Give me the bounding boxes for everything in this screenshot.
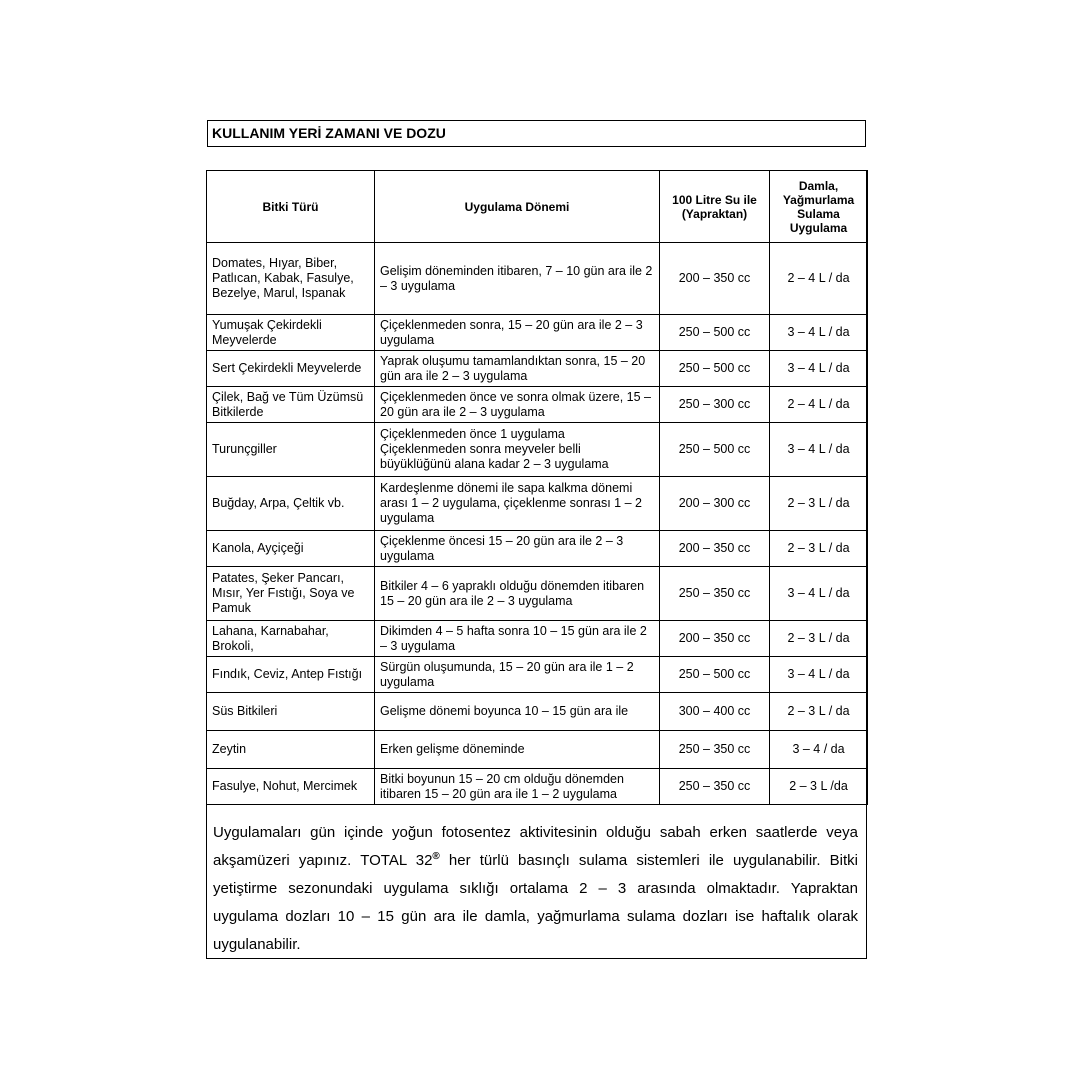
cell-plant: Fasulye, Nohut, Mercimek <box>207 769 375 805</box>
cell-drip: 3 – 4 / da <box>770 731 868 769</box>
cell-drip: 2 – 4 L / da <box>770 387 868 423</box>
header-dose: 100 Litre Su ile (Yapraktan) <box>660 171 770 243</box>
cell-plant: Patates, Şeker Pancarı, Mısır, Yer Fıstığı, Soya ve Pamuk <box>207 567 375 621</box>
cell-drip: 3 – 4 L / da <box>770 657 868 693</box>
cell-plant: Turunçgiller <box>207 423 375 477</box>
cell-dose: 250 – 500 cc <box>660 315 770 351</box>
table-row <box>207 351 868 387</box>
cell-drip: 2 – 3 L / da <box>770 531 868 567</box>
usage-panel <box>206 170 867 959</box>
cell-drip: 3 – 4 L / da <box>770 315 868 351</box>
cell-drip: 2 – 3 L / da <box>770 477 868 531</box>
cell-period: Çiçeklenmeden sonra, 15 – 20 gün ara ile 2 – 3 uygulama <box>375 315 660 351</box>
cell-period: Bitkiler 4 – 6 yapraklı olduğu dönemden itibaren 15 – 20 gün ara ile 2 – 3 uygulama <box>375 567 660 621</box>
cell-plant: Sert Çekirdekli Meyvelerde <box>207 351 375 387</box>
cell-plant: Kanola, Ayçiçeği <box>207 531 375 567</box>
cell-period: Dikimden 4 – 5 hafta sonra 10 – 15 gün ara ile 2 – 3 uygulama <box>375 621 660 657</box>
registered-mark: ® <box>432 851 440 862</box>
cell-plant: Yumuşak Çekirdekli Meyvelerde <box>207 315 375 351</box>
table-row <box>207 243 868 315</box>
cell-dose: 250 – 300 cc <box>660 387 770 423</box>
cell-plant: Fındık, Ceviz, Antep Fıstığı <box>207 657 375 693</box>
note-text-after: her türlü basınçlı sulama sistemleri ile uygulanabilir. Bitki yetiştirme sezonundaki uygulama sıklığı ortalama 2 – 3 arasında olmaktadır. Yapraktan uygulama dozları 10 – 15 gün ara ile damla, yağmurlama sulama dozları ise haftalık olarak uygulanabilir. <box>213 852 858 953</box>
table-row <box>207 387 868 423</box>
table-row <box>207 477 868 531</box>
cell-drip: 2 – 3 L /da <box>770 769 868 805</box>
table-row <box>207 531 868 567</box>
cell-dose: 250 – 350 cc <box>660 769 770 805</box>
cell-dose: 250 – 500 cc <box>660 351 770 387</box>
table-row <box>207 423 868 477</box>
cell-dose: 200 – 350 cc <box>660 621 770 657</box>
cell-period: Çiçeklenme öncesi 15 – 20 gün ara ile 2 – 3 uygulama <box>375 531 660 567</box>
cell-dose: 250 – 350 cc <box>660 731 770 769</box>
cell-plant: Çilek, Bağ ve Tüm Üzümsü Bitkilerde <box>207 387 375 423</box>
cell-drip: 2 – 3 L / da <box>770 693 868 731</box>
cell-period: Erken gelişme döneminde <box>375 731 660 769</box>
cell-dose: 300 – 400 cc <box>660 693 770 731</box>
cell-plant: Domates, Hıyar, Biber, Patlıcan, Kabak, Fasulye, Bezelye, Marul, Ispanak <box>207 243 375 315</box>
cell-drip: 3 – 4 L / da <box>770 423 868 477</box>
cell-dose: 250 – 500 cc <box>660 423 770 477</box>
table-row <box>207 769 868 805</box>
table-row <box>207 621 868 657</box>
cell-dose: 200 – 350 cc <box>660 531 770 567</box>
cell-period: Bitki boyunun 15 – 20 cm olduğu dönemden itibaren 15 – 20 gün ara ile 1 – 2 uygulama <box>375 769 660 805</box>
cell-period: Çiçeklenmeden önce ve sonra olmak üzere, 15 – 20 gün ara ile 2 – 3 uygulama <box>375 387 660 423</box>
cell-drip: 2 – 3 L / da <box>770 621 868 657</box>
table-row <box>207 657 868 693</box>
cell-dose: 200 – 350 cc <box>660 243 770 315</box>
table-row <box>207 693 868 731</box>
cell-dose: 250 – 350 cc <box>660 567 770 621</box>
note-text-before: Uygulamaları gün içinde yoğun fotosentez aktivitesinin olduğu sabah erken saatlerde veya akşamüzeri yapınız. TOTAL 32 <box>213 824 858 869</box>
cell-period: Gelişim döneminden itibaren, 7 – 10 gün ara ile 2 – 3 uygulama <box>375 243 660 315</box>
usage-note <box>207 805 866 959</box>
table-row <box>207 567 868 621</box>
header-drip: Damla, Yağmurlama Sulama Uygulama <box>770 171 868 243</box>
usage-table <box>206 170 868 805</box>
section-title: KULLANIM YERİ ZAMANI VE DOZU <box>207 120 866 147</box>
cell-period: Kardeşlenme dönemi ile sapa kalkma dönemi arası 1 – 2 uygulama, çiçeklenme sonrası 1 – 2 uygulama <box>375 477 660 531</box>
cell-period: Yaprak oluşumu tamamlandıktan sonra, 15 – 20 gün ara ile 2 – 3 uygulama <box>375 351 660 387</box>
header-plant: Bitki Türü <box>207 171 375 243</box>
header-period: Uygulama Dönemi <box>375 171 660 243</box>
cell-plant: Buğday, Arpa, Çeltik vb. <box>207 477 375 531</box>
cell-period: Sürgün oluşumunda, 15 – 20 gün ara ile 1 – 2 uygulama <box>375 657 660 693</box>
cell-drip: 3 – 4 L / da <box>770 567 868 621</box>
cell-dose: 200 – 300 cc <box>660 477 770 531</box>
cell-period: Çiçeklenmeden önce 1 uygulama Çiçeklenmeden sonra meyveler belli büyüklüğünü alana kadar 2 – 3 uygulama <box>375 423 660 477</box>
cell-dose: 250 – 500 cc <box>660 657 770 693</box>
table-row <box>207 731 868 769</box>
cell-plant: Lahana, Karnabahar, Brokoli, <box>207 621 375 657</box>
cell-plant: Zeytin <box>207 731 375 769</box>
cell-drip: 3 – 4 L / da <box>770 351 868 387</box>
table-row <box>207 315 868 351</box>
cell-drip: 2 – 4 L / da <box>770 243 868 315</box>
cell-period: Gelişme dönemi boyunca 10 – 15 gün ara ile <box>375 693 660 731</box>
cell-plant: Süs Bitkileri <box>207 693 375 731</box>
table-header-row <box>207 171 868 243</box>
